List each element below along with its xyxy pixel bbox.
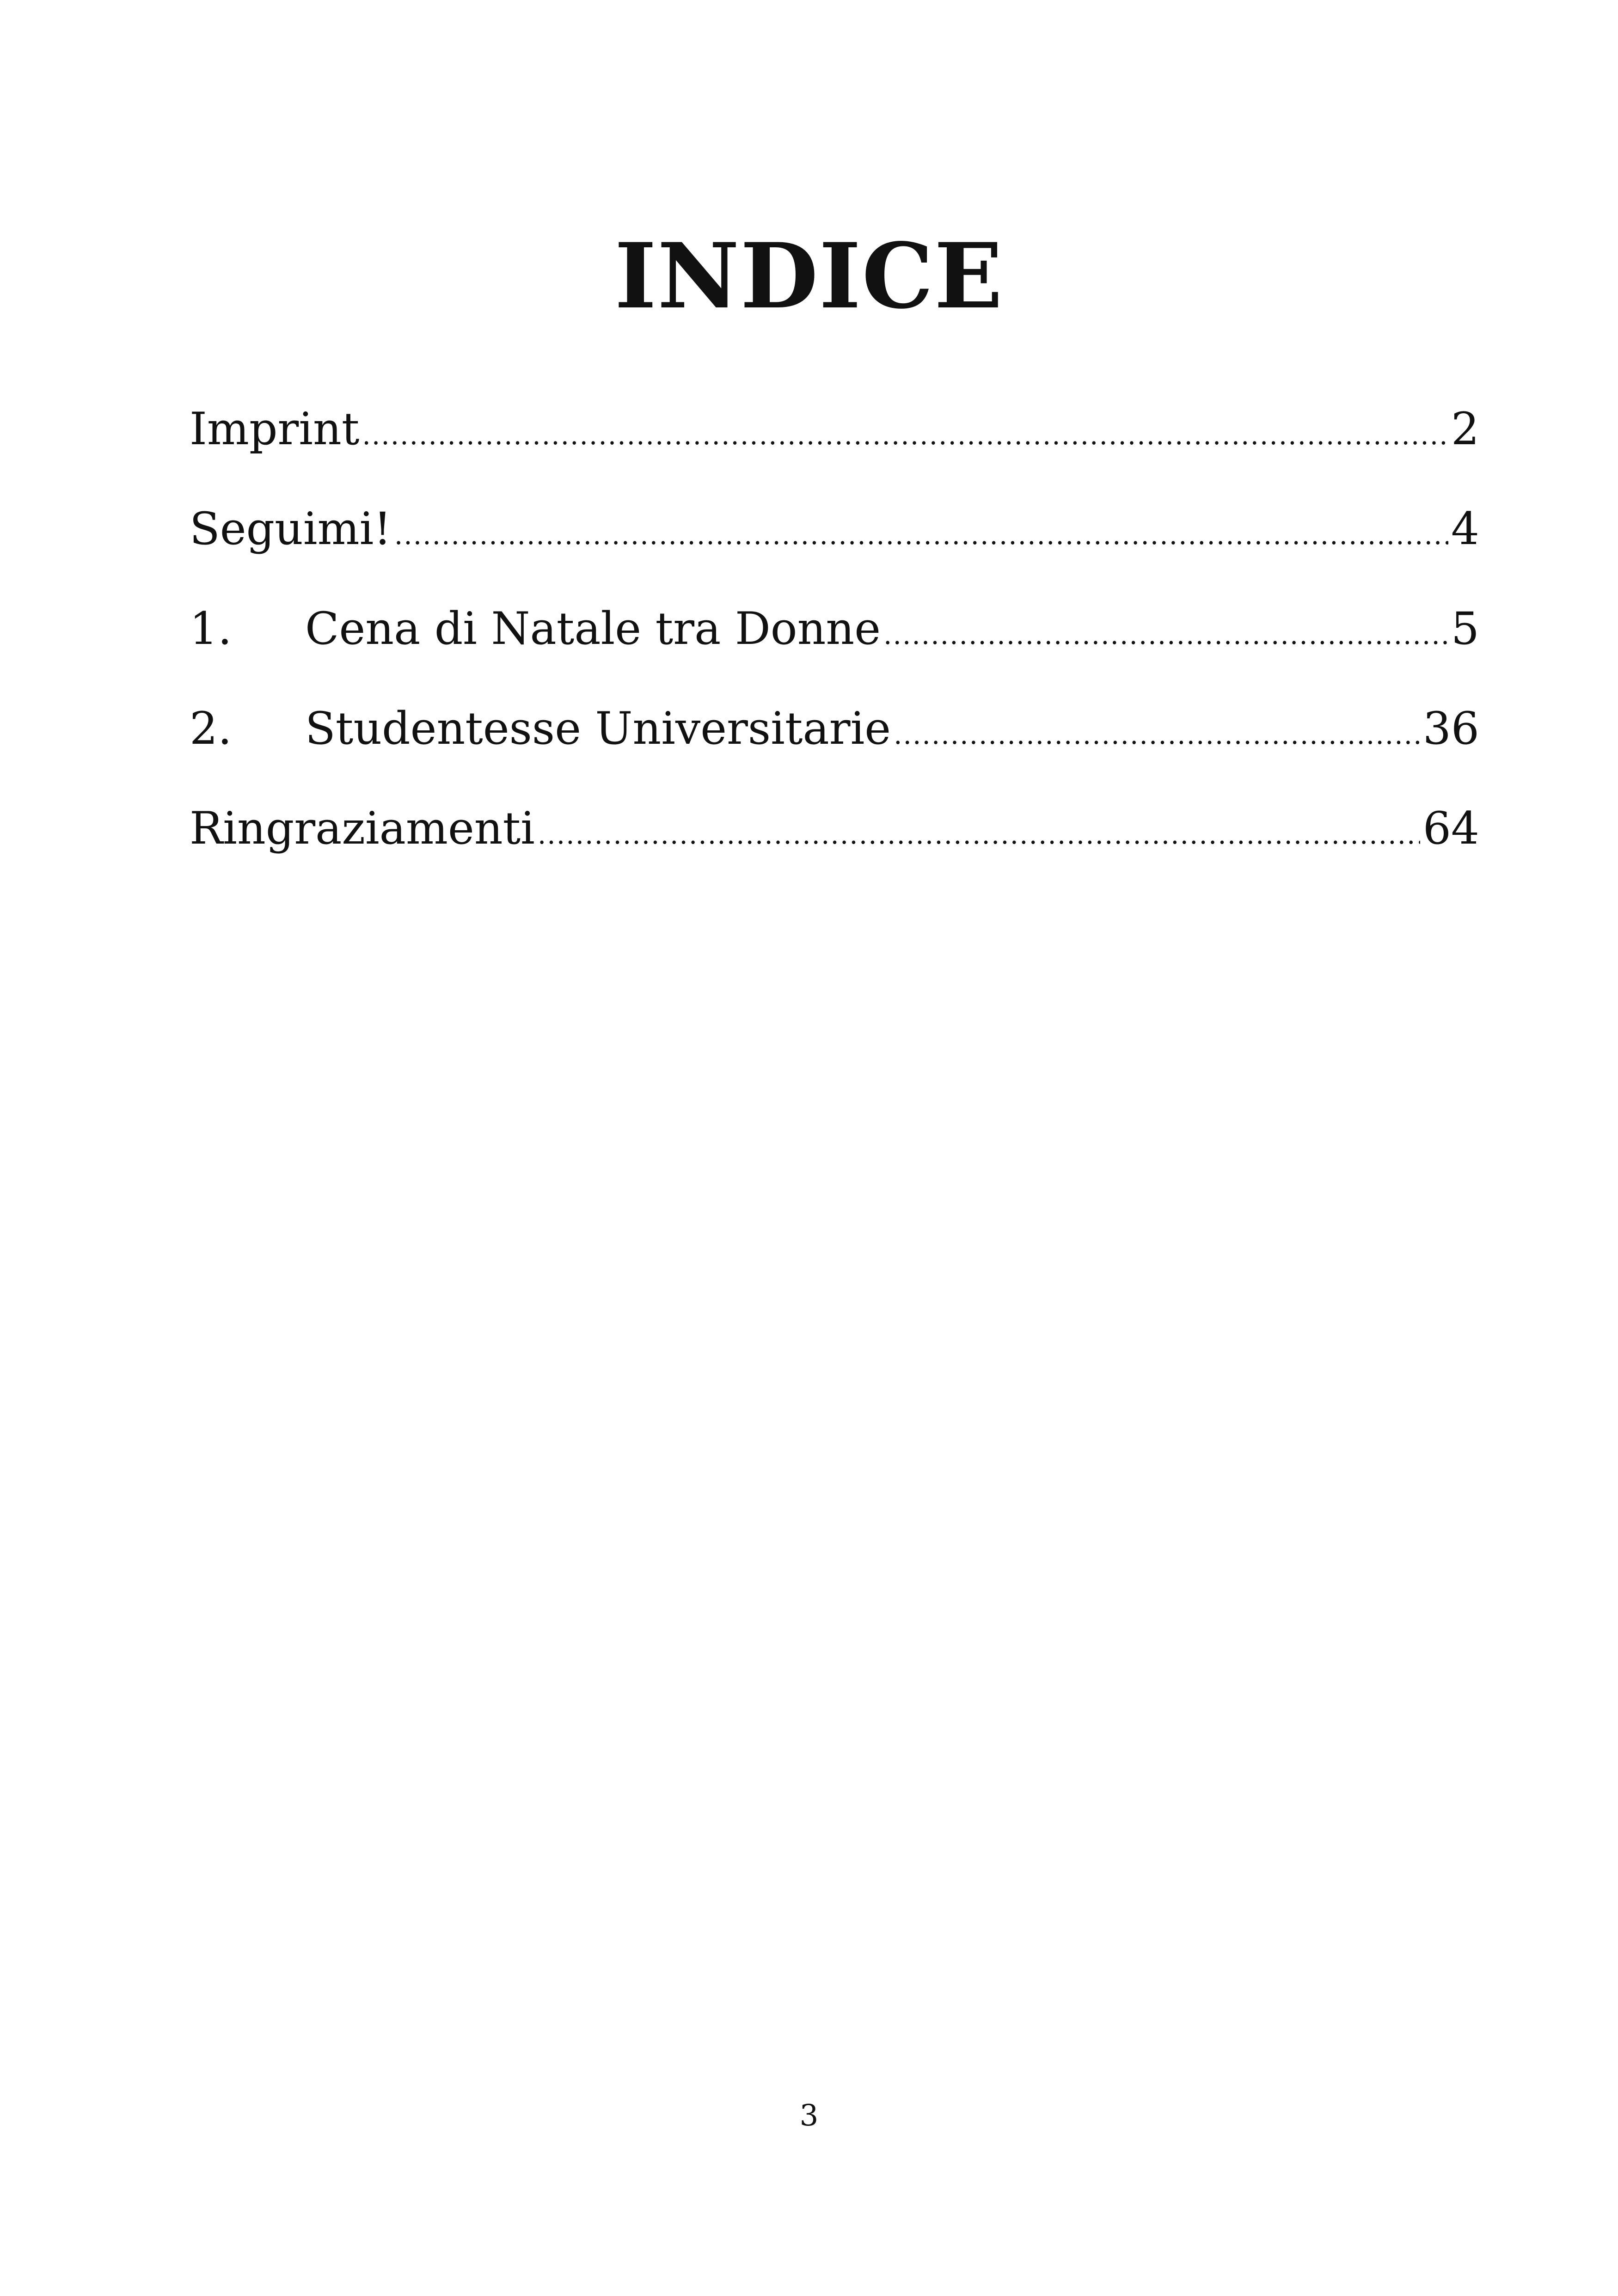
toc-dot-leader — [394, 521, 1448, 548]
toc-entry-seguimi[interactable] — [190, 503, 1479, 606]
toc-entry-number: 1. — [190, 603, 232, 655]
toc-entry-title: Cena di Natale tra Donne — [305, 603, 881, 655]
toc-entry-imprint[interactable] — [190, 403, 1479, 507]
table-of-contents — [190, 403, 1479, 906]
toc-dot-leader — [538, 821, 1420, 848]
toc-entry-ringraziamenti[interactable] — [190, 802, 1479, 906]
toc-dot-leader — [883, 621, 1448, 648]
page-title: INDICE — [614, 223, 1004, 329]
toc-entry-page: 2 — [1451, 403, 1479, 455]
toc-entry-number: 2. — [190, 703, 232, 754]
page-number: 3 — [799, 2099, 819, 2133]
toc-entry-page: 64 — [1422, 802, 1479, 854]
toc-dot-leader — [362, 422, 1448, 448]
toc-entry-page: 36 — [1422, 703, 1479, 754]
toc-entry-page: 5 — [1451, 603, 1479, 655]
toc-entry-title: Seguimi! — [190, 503, 392, 555]
toc-entry-title: Imprint — [190, 403, 360, 455]
toc-entry-title: Studentesse Universitarie — [305, 703, 891, 754]
toc-dot-leader — [894, 721, 1420, 748]
toc-entry-page: 4 — [1451, 503, 1479, 555]
toc-entry-title: Ringraziamenti — [190, 802, 535, 854]
toc-entry-chapter-1[interactable] — [190, 603, 1479, 706]
toc-entry-chapter-2[interactable] — [190, 703, 1479, 806]
